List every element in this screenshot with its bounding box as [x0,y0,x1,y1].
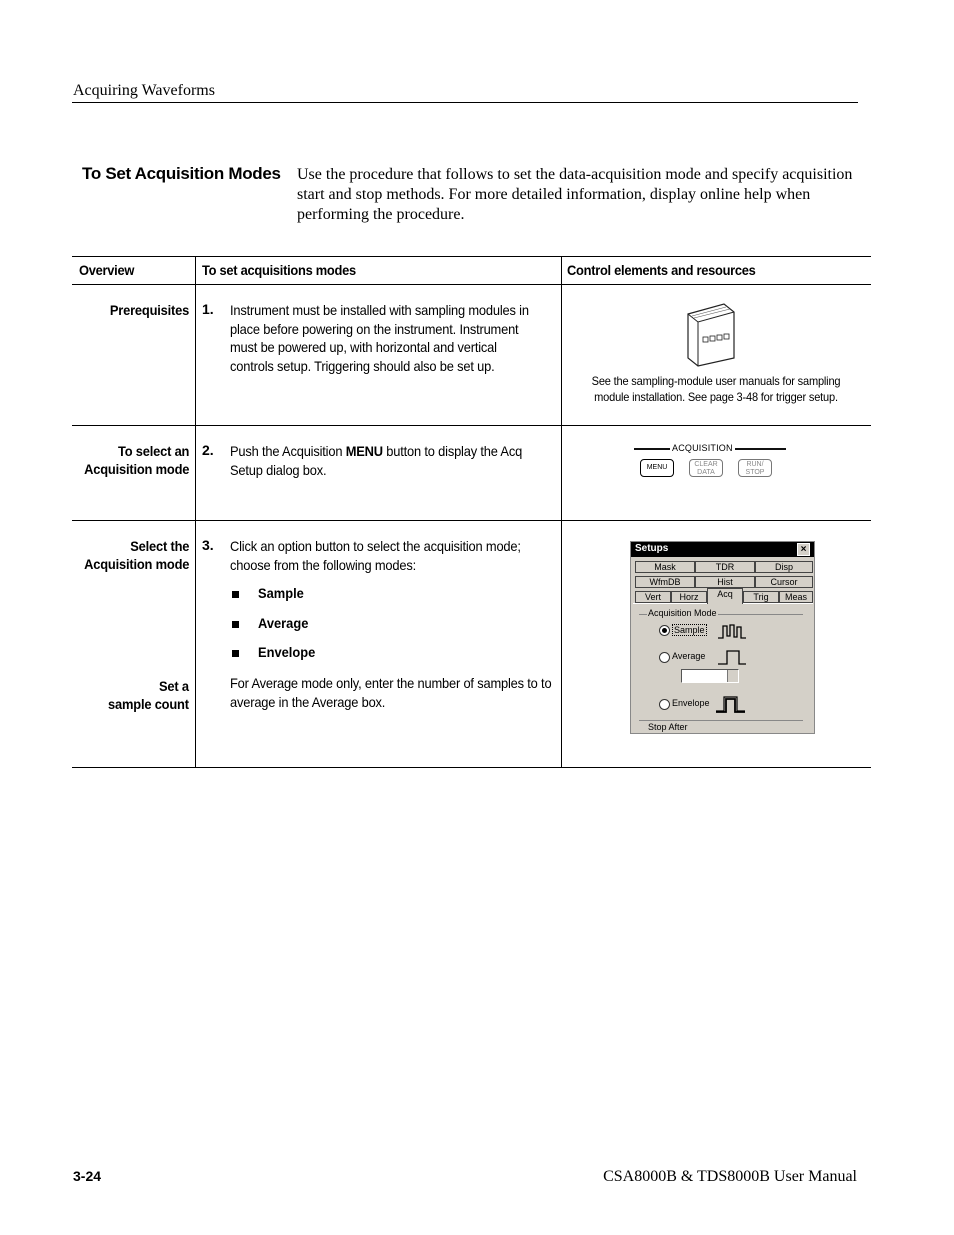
envelope-option-label[interactable]: Envelope [672,698,710,708]
tab-meas[interactable]: Meas [779,591,813,603]
average-option-label[interactable]: Average [672,651,706,661]
row-label-line: Set a [159,678,189,694]
row-label-line: Select the [129,538,189,554]
section-title: To Set Acquisition Modes [82,164,281,183]
tab-hist[interactable]: Hist [695,576,755,588]
group-rule [639,720,803,721]
sample-radio[interactable] [659,625,670,636]
column-header-resources: Control elements and resources [567,262,756,278]
run-stop-button[interactable]: RUN/ STOP [738,459,772,477]
tab-wfmdb[interactable]: WfmDB [635,576,695,588]
column-header-steps: To set acquisitions modes [202,262,356,278]
row-label-select-mode [84,537,189,573]
envelope-radio[interactable] [659,699,670,710]
table-col-divider [561,256,562,768]
section-intro: Use the procedure that follows to set the data-acquisition mode and specify acquisition start and stop methods. For more detailed information, display online help when performing the procedure. [297,166,853,223]
mode-average: Average [258,615,309,631]
step-text-part: Push the Acquisition [230,443,346,459]
panel-label: ACQUISITION [672,443,733,453]
step-text [230,442,547,479]
row-label-line: Acquisition mode [83,556,189,572]
spinner-arrows-icon[interactable] [727,670,738,682]
step-number: 3. [202,537,214,553]
table-header-rule [72,284,871,285]
table-bottom-rule [72,767,871,768]
bullet-square-icon [232,650,239,657]
tab-trig[interactable]: Trig [743,591,779,603]
menu-keyword: MENU [345,443,383,459]
column-header-overview: Overview [79,262,135,278]
table-row-rule [72,520,871,521]
row-label-line: To select an [117,443,189,459]
tab-horz[interactable]: Horz [671,591,707,603]
resource-caption: See the sampling-module user manuals for sampling module installation. See page 3-48 for trigger setup. [591,374,841,404]
mode-sample: Sample [258,585,304,601]
stop-after-label: Stop After [648,722,688,732]
table-top-rule [72,256,871,257]
average-radio[interactable] [659,652,670,663]
tab-tdr[interactable]: TDR [695,561,755,573]
table-col-divider [195,256,196,768]
acquisition-panel [634,442,788,482]
average-count-input[interactable] [681,669,739,683]
panel-rule-left [634,448,670,450]
close-icon[interactable]: × [797,543,810,556]
row-label-prerequisites: Prerequisites [109,302,189,318]
mode-envelope: Envelope [258,644,316,660]
clear-data-button[interactable]: CLEAR DATA [689,459,723,477]
group-label: Acquisition Mode [648,608,717,618]
step-text: Click an option button to select the acquisition mode; choose from the following modes: [230,538,521,573]
step-number: 2. [202,442,214,458]
bullet-square-icon [232,621,239,628]
manual-title: CSA8000B & TDS8000B User Manual [603,1168,857,1185]
setups-dialog [630,541,815,734]
step-text-part: button to display the Acq Setup dialog box. [230,443,523,478]
tab-vert[interactable]: Vert [635,591,671,603]
running-header: Acquiring Waveforms [73,82,215,99]
manual-book-icon [680,300,740,372]
sample-waveform-icon [717,622,747,640]
envelope-waveform-icon [715,694,747,714]
row-label-sample-count [108,677,189,713]
dialog-title: Setups [635,543,669,554]
tab-disp[interactable]: Disp [755,561,813,573]
step-text: For Average mode only, enter the number of samples to to average in the Average box. [230,675,552,710]
row-label-line: Acquisition mode [83,461,189,477]
panel-rule-right [735,448,786,450]
header-rule [72,102,858,103]
step-number: 1. [202,301,214,317]
tab-acq[interactable]: Acq [707,588,743,604]
average-waveform-icon [717,648,747,666]
tab-cursor[interactable]: Cursor [755,576,813,588]
radio-dot-icon [662,628,667,633]
row-label-line: sample count [108,696,189,712]
page-number: 3-24 [73,1168,102,1184]
tab-mask[interactable]: Mask [635,561,695,573]
row-label-select-acq [84,442,189,478]
sample-option-label[interactable]: Sample [674,625,705,635]
table-row-rule [72,425,871,426]
bullet-square-icon [232,591,239,598]
dialog-titlebar [631,542,814,557]
step-text: Instrument must be installed with sampling modules in place before powering on the instrument. Instrument must be powered up, with horizontal and vertical controls setup. Triggering should also be set up. [230,302,529,374]
menu-button[interactable]: MENU [640,459,674,477]
